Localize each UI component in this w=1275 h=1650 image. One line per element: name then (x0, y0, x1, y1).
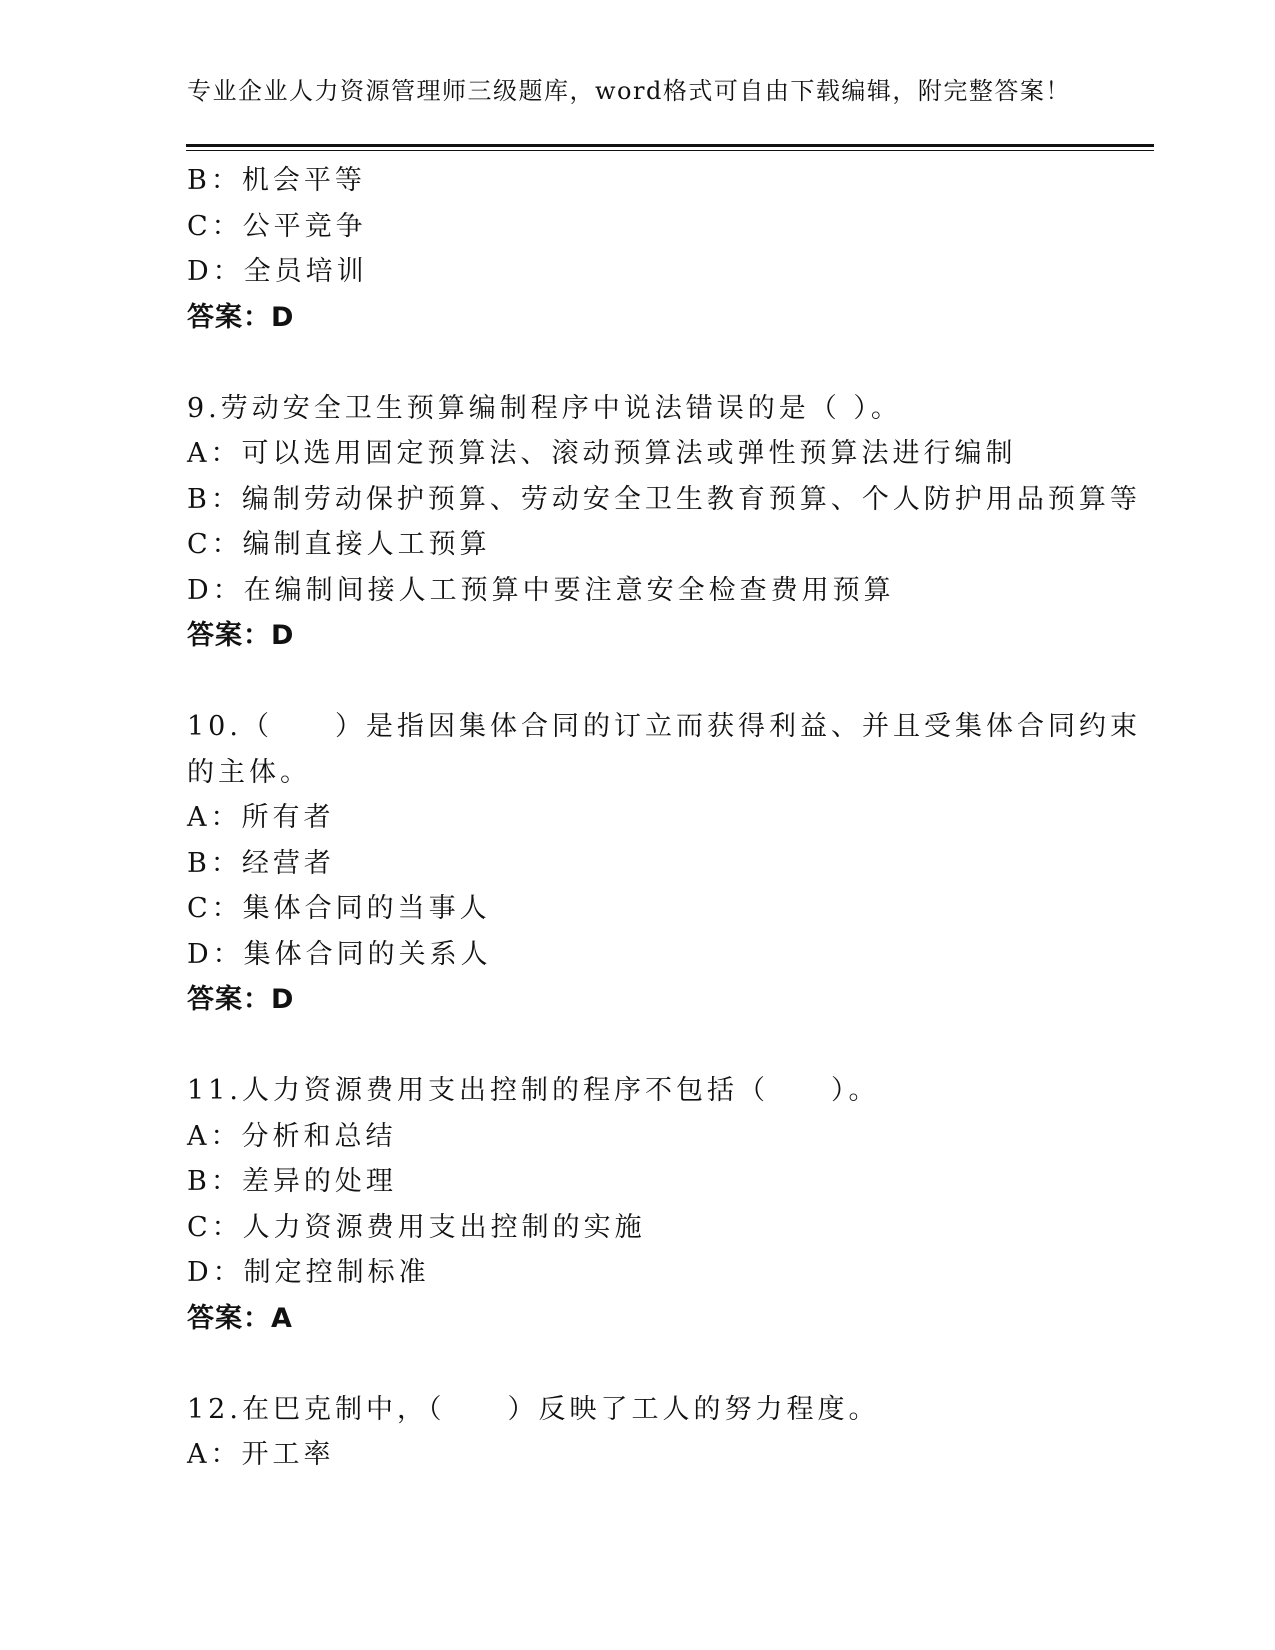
option-a: A：所有者 (187, 802, 335, 833)
spacer (187, 1023, 1087, 1069)
spacer (187, 340, 1087, 386)
option-b: B：经营者 (187, 847, 335, 879)
answer-line: 答案：D (187, 301, 295, 333)
spacer (187, 659, 1087, 705)
option-c: C：集体合同的当事人 (187, 893, 491, 924)
option-a: A：可以选用固定预算法、滚动预算法或弹性预算法进行编制 (187, 438, 1017, 469)
question-block-10 (187, 704, 1141, 1023)
header-divider-thick (186, 144, 1154, 147)
option-b: B：机会平等 (187, 165, 366, 196)
option-b: B：编制劳动保护预算、劳动安全卫生教育预算、个人防护用品预算等 (187, 483, 1141, 515)
option-c: C：编制直接人工预算 (187, 529, 491, 560)
option-d: D：制定控制标准 (187, 1257, 430, 1288)
option-d: D：在编制间接人工预算中要注意安全检查费用预算 (187, 574, 895, 606)
option-c: C：人力资源费用支出控制的实施 (187, 1211, 646, 1243)
option-b: B：差异的处理 (187, 1166, 397, 1197)
question-block-9 (187, 386, 1141, 659)
page-header: 专业企业人力资源管理师三级题库，word格式可自由下载编辑，附完整答案！ (187, 77, 1071, 105)
answer-line: 答案：A (187, 1302, 293, 1334)
question-stem: 11.人力资源费用支出控制的程序不包括（ ）。 (187, 1075, 880, 1106)
question-stem-continued: 的主体。 (187, 756, 311, 788)
option-c: C：公平竞争 (187, 210, 367, 242)
option-d: D：集体合同的关系人 (187, 938, 492, 970)
answer-line: 答案：D (187, 620, 295, 651)
spacer (187, 1341, 1087, 1387)
question-block-8 (187, 158, 1087, 340)
option-a: A：开工率 (187, 1439, 335, 1470)
question-block-12 (187, 1387, 1087, 1478)
question-stem: 10.（ ）是指因集体合同的订立而获得利益、并且受集体合同约束 (187, 711, 1141, 742)
question-stem: 12.在巴克制中，（ ）反映了工人的努力程度。 (187, 1393, 880, 1425)
question-stem: 9.劳动安全卫生预算编制程序中说法错误的是（ ）。 (187, 392, 902, 424)
answer-line: 答案：D (187, 984, 295, 1015)
option-d: D：全员培训 (187, 256, 368, 287)
header-divider-thin (186, 150, 1154, 151)
question-block-11 (187, 1068, 1087, 1341)
option-a: A：分析和总结 (187, 1120, 397, 1152)
question-list (187, 158, 1141, 1478)
